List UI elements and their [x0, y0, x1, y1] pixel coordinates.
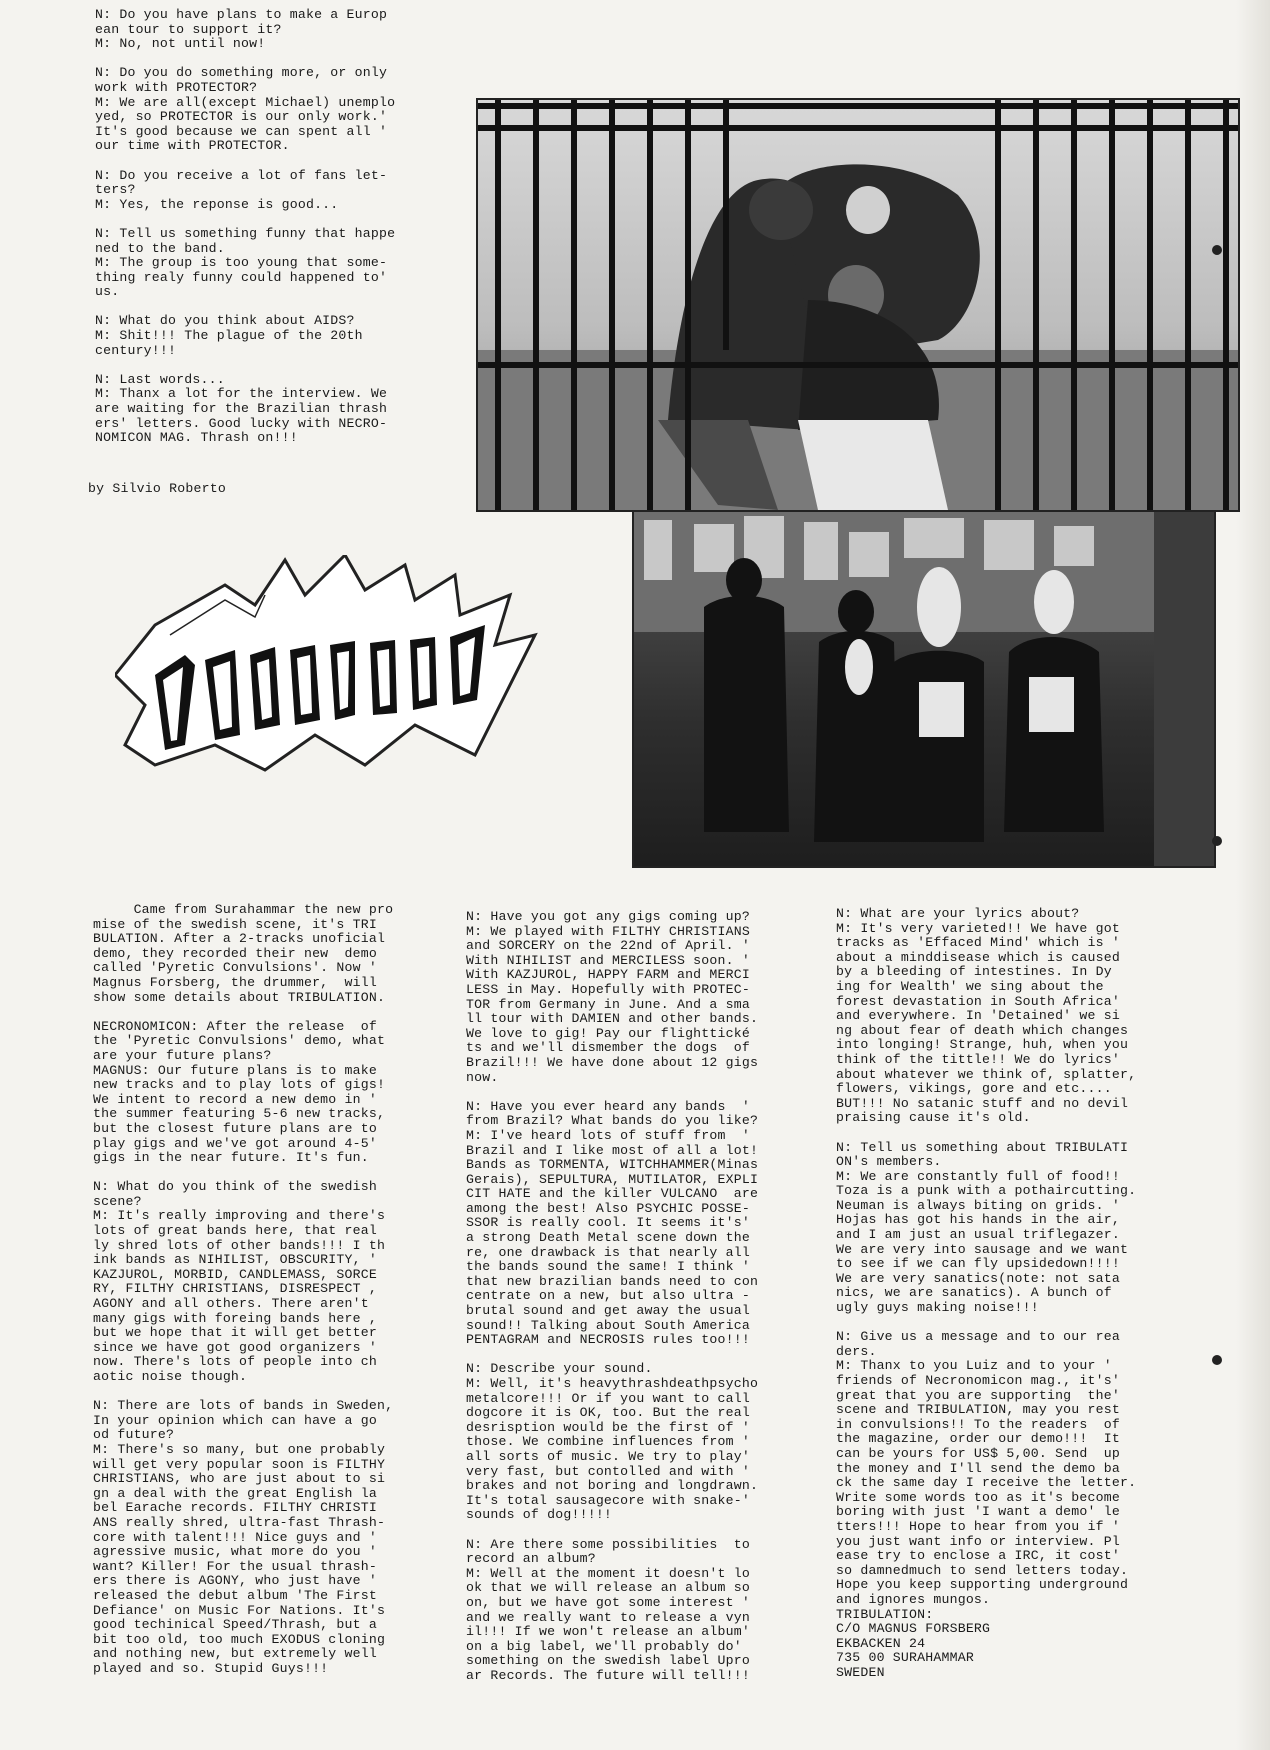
text-line: AGONY and all others. There aren't — [93, 1296, 369, 1312]
text-line: We love to gig! Pay our flighttické — [466, 1025, 750, 1041]
punch-hole — [1212, 1355, 1222, 1365]
text-line: N: Tell us something about TRIBULATI — [836, 1139, 1129, 1155]
interview-column-3 — [836, 907, 1136, 1680]
text-line: SWEDEN — [836, 1664, 885, 1680]
text-line: are your future plans? — [93, 1047, 272, 1063]
text-line: Magnus Forsberg, the drummer, will — [93, 974, 377, 990]
text-line: record an album? — [466, 1551, 596, 1567]
text-line: il!!! If we won't release an album' — [466, 1624, 750, 1640]
text-line: core with talent!!! Nice guys and ' — [93, 1529, 377, 1545]
text-line: M: Thanx a lot for the interview. We — [95, 386, 388, 402]
text-line: M: Thanx to you Luiz and to your ' — [836, 1358, 1112, 1374]
text-line: ON's members. — [836, 1154, 942, 1170]
text-line: N: Tell us something funny that happe — [95, 225, 396, 241]
text-line: C/O MAGNUS FORSBERG — [836, 1621, 991, 1637]
text-line: With KAZJUROL, HAPPY FARM and MERCI — [466, 967, 750, 983]
text-line: od future? — [93, 1427, 175, 1443]
text-line: N: What are your lyrics about? — [836, 906, 1080, 921]
text-line: SSOR is really cool. It seems it's' — [466, 1215, 750, 1231]
text-line: M: It's really improving and there's — [93, 1208, 386, 1224]
band-photo-shop — [632, 510, 1216, 868]
text-line: In your opinion which can have a go — [93, 1412, 377, 1428]
text-line: ers there is AGONY, who just have ' — [93, 1573, 377, 1589]
text-line: N: Do you do something more, or only — [95, 65, 388, 81]
text-line: ck the same day I receive the letter. — [836, 1475, 1137, 1491]
text-line: M: We played with FILTHY CHRISTIANS — [466, 923, 750, 939]
text-line: but the closest future plans are to — [93, 1120, 377, 1136]
text-line: ng about fear of death which changes — [836, 1022, 1129, 1038]
text-line — [93, 1385, 393, 1400]
text-line: forest devastation in South Africa' — [836, 993, 1120, 1009]
text-line: Neuman is always biting on grids. ' — [836, 1197, 1120, 1213]
text-line: tters!!! Hope to hear from you if ' — [836, 1518, 1120, 1534]
text-line: LESS in May. Hopefully with PROTEC- — [466, 981, 750, 997]
text-line: agressive music, what more do you ' — [93, 1544, 377, 1560]
text-line: bit too old, too much EXODUS cloning — [93, 1631, 386, 1647]
text-line: good techinical Speed/Thrash, but a — [93, 1617, 377, 1633]
byline: by Silvio Roberto — [88, 481, 226, 496]
text-line: ll tour with DAMIEN and other bands. — [466, 1011, 759, 1027]
text-line: called 'Pyretic Convulsions'. Now ' — [93, 960, 377, 976]
text-line: ok that we will release an album so — [466, 1580, 750, 1596]
text-line: tracks as 'Effaced Mind' which is ' — [836, 935, 1120, 951]
text-line: yed, so PROTECTOR is our only work.' — [95, 109, 388, 125]
text-line: sounds of dog!!!!! — [466, 1507, 613, 1523]
text-line: scene and TRIBULATION, may you rest — [836, 1402, 1120, 1418]
text-line: MAGNUS: Our future plans is to make — [93, 1062, 377, 1078]
text-line: KAZJUROL, MORBID, CANDLEMASS, SORCE — [93, 1266, 377, 1282]
text-line: M: Well, it's heavythrashdeathpsycho — [466, 1376, 759, 1391]
text-line: metalcore!!! Or if you want to call — [466, 1390, 750, 1406]
text-line — [95, 358, 395, 373]
text-line: N: Do you receive a lot of fans let- — [95, 167, 388, 183]
text-line: nics, we are sanatics). A bunch of — [836, 1285, 1112, 1301]
text-line: brakes and not boring and longdrawn. — [466, 1478, 759, 1494]
punch-hole — [1212, 836, 1222, 846]
text-line: and we really want to release a vyn — [466, 1609, 750, 1625]
text-line: ing for Wealth' we sing about the — [836, 978, 1104, 994]
text-line: from Brazil? What bands do you like? — [466, 1113, 759, 1129]
text-line: We are very into sausage and we want — [836, 1241, 1129, 1257]
text-line: Hope you keep supporting underground — [836, 1577, 1129, 1593]
text-line: work with PROTECTOR? — [95, 79, 258, 95]
text-line: M: I've heard lots of stuff from ' — [466, 1127, 750, 1143]
text-line: Toza is a punk with a pothaircutting. — [836, 1183, 1137, 1199]
text-line: ANS really shred, ultra-fast Thrash- — [93, 1514, 386, 1530]
text-line: among the best! Also PSYCHIC POSSE- — [466, 1200, 750, 1216]
text-line: RY, FILTHY CHRISTIANS, DISRESPECT , — [93, 1281, 377, 1297]
text-line: that new brazilian bands need to con — [466, 1273, 759, 1289]
text-line: those. We combine influences from ' — [466, 1434, 750, 1450]
text-line: N: Are there some possibilities to — [466, 1536, 750, 1552]
text-line: all sorts of music. We try to play' — [466, 1448, 750, 1464]
text-line: mise of the swedish scene, it's TRI — [93, 916, 377, 932]
text-line: Gerais), SEPULTURA, MUTILATOR, EXPLI — [466, 1171, 759, 1187]
text-line: M: There's so many, but one probably — [93, 1441, 386, 1457]
text-line: N: What do you think about AIDS? — [95, 313, 355, 329]
text-line: lots of great bands here, that real — [93, 1223, 377, 1239]
text-line: M: We are constantly full of food!! — [836, 1168, 1120, 1184]
text-line: but we hope that it will get better — [93, 1325, 377, 1341]
text-line: and ignores mungos. — [836, 1591, 991, 1607]
text-line: on a big label, we'll probably do' — [466, 1638, 742, 1654]
text-line: ean tour to support it? — [95, 21, 282, 37]
text-line: With NIHILIST and MERCILESS soon. ' — [466, 952, 750, 968]
text-line — [95, 52, 395, 67]
text-line: gigs in the near future. It's fun. — [93, 1150, 369, 1166]
text-line: We intent to record a new demo in ' — [93, 1091, 377, 1107]
text-line — [836, 1126, 1136, 1141]
text-line: centrate on a new, but also ultra - — [466, 1288, 750, 1304]
text-line: bel Earache records. FILTHY CHRISTI — [93, 1500, 377, 1516]
text-line: Brazil!!! We have done about 12 gigs — [466, 1054, 759, 1070]
text-line: M: No, not until now! — [95, 36, 266, 52]
text-line: It's good because we can spent all ' — [95, 123, 388, 139]
text-line: since we have got good organizers ' — [93, 1339, 377, 1355]
text-line: think of the tittle!! We do lyrics' — [836, 1051, 1120, 1067]
text-line: It's total sausagecore with snake-' — [466, 1492, 750, 1508]
text-line: demo, they recorded their new demo — [93, 945, 377, 961]
text-line: the magazine, order our demo!!! It — [836, 1431, 1120, 1447]
text-line — [95, 154, 395, 169]
text-line: and SORCERY on the 22nd of April. ' — [466, 938, 750, 954]
text-line: Brazil and I like most of all a lot! — [466, 1142, 759, 1158]
text-line: dogcore it is OK, too. But the real — [466, 1405, 750, 1421]
text-line: played and so. Stupid Guys!!! — [93, 1660, 329, 1676]
text-line: N: There are lots of bands in Sweden, — [93, 1398, 394, 1414]
text-line: now. — [466, 1069, 499, 1085]
text-line: the summer featuring 5-6 new tracks, — [93, 1106, 386, 1122]
text-line: brutal sound and get away the usual — [466, 1303, 750, 1319]
text-line: ned to the band. — [95, 240, 225, 256]
text-line — [466, 1348, 758, 1363]
text-line: ugly guys making noise!!! — [836, 1300, 1039, 1316]
text-line: flowers, vikings, gore and etc.... — [836, 1081, 1112, 1097]
text-line: sound!! Talking about South America — [466, 1317, 750, 1333]
text-line: 735 00 SURAHAMMAR — [836, 1650, 974, 1666]
text-line: about whatever we think of, splatter, — [836, 1066, 1137, 1082]
text-line — [95, 300, 395, 315]
text-line: can be yours for US$ 5,00. Send up — [836, 1445, 1120, 1461]
text-line: in convulsions!! To the readers of — [836, 1416, 1120, 1432]
text-line: boring with just 'I want a demo' le — [836, 1504, 1120, 1520]
punch-hole — [1212, 245, 1222, 255]
text-line: N: Last words... — [95, 371, 225, 387]
text-line: many gigs with foreing bands here , — [93, 1310, 377, 1326]
text-line: something on the swedish label Upro — [466, 1653, 750, 1669]
text-line: the 'Pyretic Convulsions' demo, what — [93, 1033, 386, 1049]
text-line: show some details about TRIBULATION. — [93, 989, 386, 1005]
text-line: M: It's very varieted!! We have got — [836, 920, 1120, 936]
text-line: ease try to enclose a IRC, it cost' — [836, 1548, 1120, 1564]
text-line: gn a deal with the great English la — [93, 1485, 377, 1501]
text-line: play gigs and we've got around 4-5' — [93, 1135, 377, 1151]
text-line: so damnedmuch to send letters today. — [836, 1562, 1129, 1578]
text-line: our time with PROTECTOR. — [95, 138, 290, 154]
text-line — [836, 1316, 1136, 1331]
text-line: N: Describe your sound. — [466, 1361, 653, 1377]
text-line: ders. — [836, 1343, 877, 1359]
text-line: TOR from Germany in June. And a sma — [466, 996, 750, 1012]
text-line: N: Have you ever heard any bands ' — [466, 1098, 750, 1114]
text-line: Bands as TORMENTA, WITCHHAMMER(Minas — [466, 1157, 759, 1173]
text-line: aotic noise though. — [93, 1369, 248, 1384]
text-line — [93, 1166, 393, 1181]
tribulation-logo — [115, 555, 555, 775]
text-line: ink bands as NIHILIST, OBSCURITY, ' — [93, 1252, 377, 1268]
text-line: M: Well at the moment it doesn't lo — [466, 1565, 750, 1581]
text-line: now. There's lots of people into ch — [93, 1354, 377, 1370]
right-edge-shadow — [1236, 0, 1270, 1750]
text-line: are waiting for the Brazilian thrash — [95, 401, 388, 417]
text-line: by a bleeding of intestines. In Dy — [836, 964, 1112, 980]
text-line: into longing! Strange, huh, when you — [836, 1037, 1129, 1053]
text-line: century!!! — [95, 342, 177, 358]
text-line: praising cause it's old. — [836, 1110, 1031, 1126]
text-line: desrisption would be the first of ' — [466, 1419, 750, 1435]
text-line: to see if we can fly upsidedown!!!! — [836, 1256, 1120, 1272]
text-line: great that you are supporting the' — [836, 1387, 1120, 1403]
text-line: Write some words too as it's become — [836, 1489, 1120, 1505]
text-line: N: Do you have plans to make a Europ — [95, 7, 388, 22]
text-line: M: The group is too young that some- — [95, 255, 388, 271]
text-line: you just want info or interview. Pl — [836, 1533, 1120, 1549]
text-line: M: We are all(except Michael) unemplo — [95, 94, 396, 110]
text-line: and nothing new, but extremely well — [93, 1646, 377, 1662]
text-line: ar Records. The future will tell!!! — [466, 1667, 750, 1683]
text-line: released the debut album 'The First — [93, 1587, 377, 1603]
text-line: Came from Surahammar the new pro — [93, 902, 394, 917]
text-line: and everywhere. In 'Detained' we si — [836, 1008, 1120, 1024]
text-line — [466, 1085, 758, 1100]
text-line: NOMICON MAG. Thrash on!!! — [95, 430, 298, 446]
text-line: about a minddisease which is caused — [836, 949, 1120, 965]
text-line — [93, 1005, 393, 1020]
text-line: new tracks and to play lots of gigs! — [93, 1077, 386, 1093]
text-line: ers' letters. Good lucky with NECRO- — [95, 415, 388, 431]
text-line: ts and we'll dismember the dogs of — [466, 1040, 750, 1056]
text-line: N: Have you got any gigs coming up? — [466, 909, 750, 924]
text-line: will get very popular soon is FILTHY — [93, 1456, 386, 1472]
interview-column-1 — [93, 903, 393, 1676]
text-line: scene? — [93, 1193, 142, 1209]
text-line: N: Give us a message and to our rea — [836, 1329, 1120, 1345]
text-line: Defiance' on Music For Nations. It's — [93, 1602, 386, 1618]
text-line: and I am just an usual triflegazer. — [836, 1227, 1120, 1243]
text-line: us. — [95, 284, 120, 300]
text-line: BUT!!! No satanic stuff and no devil — [836, 1095, 1129, 1111]
text-line: ly shred lots of other bands!!! I th — [93, 1237, 386, 1253]
text-line: thing realy funny could happened to' — [95, 269, 388, 285]
text-line: M: Shit!!! The plague of the 20th — [95, 328, 363, 344]
text-line: very fast, but contolled and with ' — [466, 1463, 750, 1479]
text-line: re, one drawback is that nearly all — [466, 1244, 750, 1260]
text-line: want? Killer! For the usual thrash- — [93, 1558, 377, 1574]
interview-column-2 — [466, 910, 758, 1683]
text-line: Hojas has got his hands in the air, — [836, 1212, 1120, 1228]
interview-continuation — [95, 8, 395, 446]
band-photo-fence — [476, 98, 1240, 512]
text-line — [95, 212, 395, 227]
text-line: M: Yes, the reponse is good... — [95, 196, 339, 212]
text-line: NECRONOMICON: After the release of — [93, 1018, 377, 1034]
text-line — [466, 1523, 758, 1538]
text-line: We are very sanatics(note: not sata — [836, 1270, 1120, 1286]
text-line: PENTAGRAM and NECROSIS rules too!!! — [466, 1332, 750, 1348]
text-line: EKBACKEN 24 — [836, 1635, 926, 1651]
text-line: the money and I'll send the demo ba — [836, 1460, 1120, 1476]
text-line: on, but we have got some interest ' — [466, 1594, 750, 1610]
text-line: BULATION. After a 2-tracks unoficial — [93, 931, 386, 947]
text-line: CIT HATE and the killer VULCANO are — [466, 1186, 759, 1202]
text-line: friends of Necronomicon mag., it's' — [836, 1373, 1120, 1388]
text-line: ters? — [95, 182, 136, 198]
text-line: N: What do you think of the swedish — [93, 1179, 377, 1195]
text-line: TRIBULATION: — [836, 1606, 934, 1622]
text-line: a strong Death Metal scene down the — [466, 1230, 750, 1246]
text-line: CHRISTIANS, who are just about to si — [93, 1471, 386, 1487]
text-line: the bands sound the same! I think ' — [466, 1259, 750, 1275]
